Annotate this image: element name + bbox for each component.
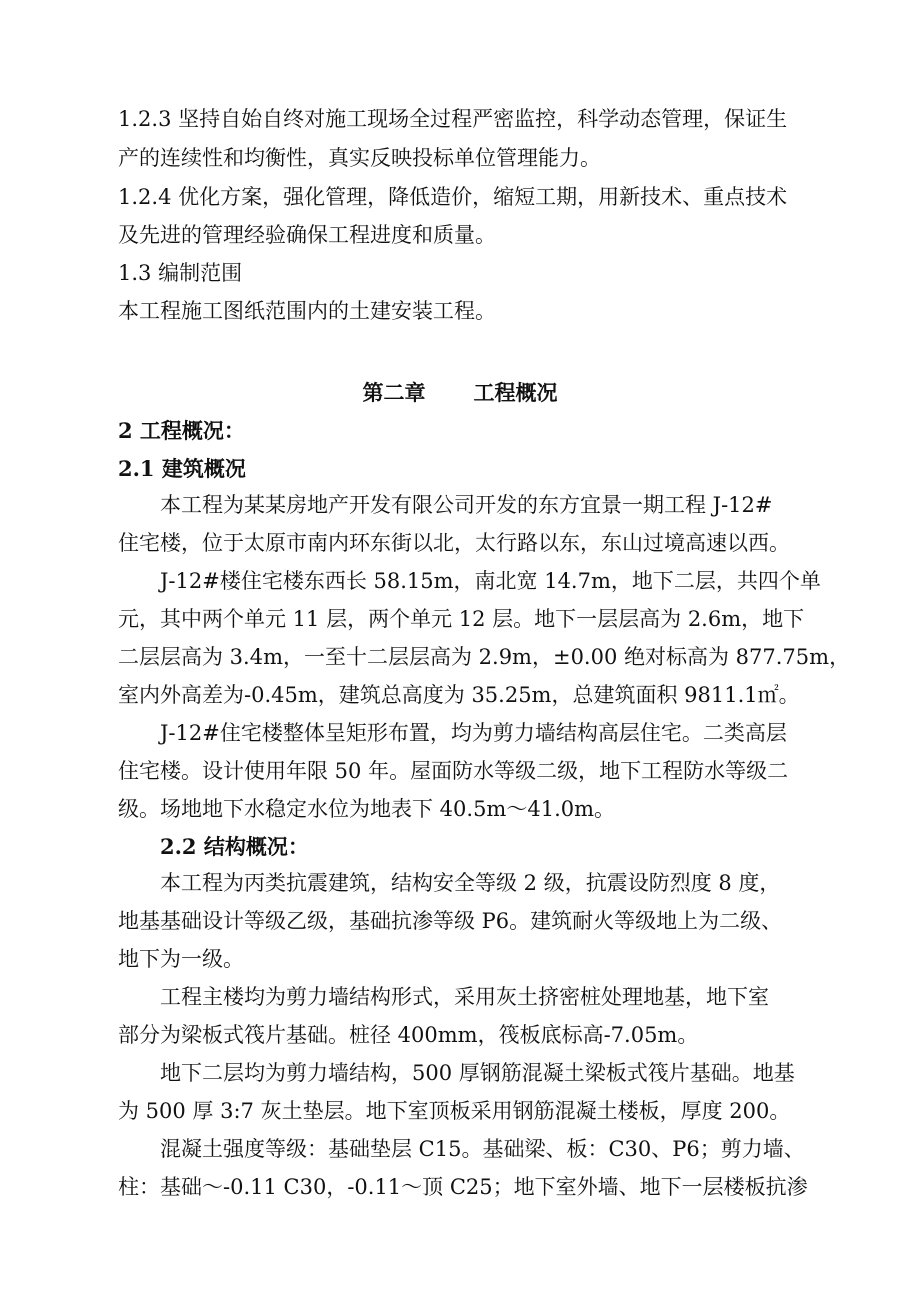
section-2-1-line-6: 室内外高差为-0.45m，建筑总高度为 35.25m，总建筑面积 9811.1㎡。: [118, 683, 800, 707]
section-2-2-line-7: 为 500 厚 3:7 灰土垫层。地下室顶板采用钢筋混凝土楼板，厚度 200。: [118, 1099, 791, 1123]
section-2-2-line-2: 地基基础设计等级乙级，基础抗渗等级 P6。建筑耐火等级地上为二级、: [118, 909, 783, 933]
section-2-heading: 2 工程概况：: [118, 418, 245, 443]
section-2-1-heading: 2.1 建筑概况: [118, 456, 246, 481]
chapter-title: 工程概况: [473, 380, 558, 405]
section-2-1-line-7: J-12#住宅楼整体呈矩形布置，均为剪力墙结构高层住宅。二类高层: [160, 721, 787, 745]
section-2-2-line-3: 地下为一级。: [118, 947, 244, 971]
section-2-2-line-5: 部分为梁板式筏片基础。桩径 400mm，筏板底标高-7.05m。: [118, 1023, 699, 1047]
chapter-heading: [0, 379, 920, 407]
intro-line-6: 本工程施工图纸范围内的土建安装工程。: [118, 299, 496, 323]
intro-line-3: 1.2.4 优化方案，强化管理，降低造价，缩短工期，用新技术、重点技术: [118, 185, 788, 209]
section-2-2-line-9: 柱：基础～-0.11 C30，-0.11～顶 C25；地下室外墙、地下一层楼板抗渗: [118, 1175, 808, 1199]
section-2-2-line-4: 工程主楼均为剪力墙结构形式，采用灰土挤密桩处理地基，地下室: [160, 985, 769, 1009]
section-2-2-line-1: 本工程为丙类抗震建筑，结构安全等级 2 级，抗震设防烈度 8 度，: [160, 871, 781, 895]
intro-line-5: 1.3 编制范围: [118, 261, 243, 285]
intro-line-4: 及先进的管理经验确保工程进度和质量。: [118, 223, 496, 247]
section-2-1-line-4: 元，其中两个单元 11 层，两个单元 12 层。地下一层层高为 2.6m，地下: [118, 607, 805, 631]
chapter-label: 第二章: [362, 380, 426, 405]
section-2-1-line-3: J-12#楼住宅楼东西长 58.15m，南北宽 14.7m，地下二层，共四个单: [160, 569, 821, 593]
section-2-1-line-1: 本工程为某某房地产开发有限公司开发的东方宜景一期工程 J-12#: [160, 493, 773, 517]
section-2-2-line-8: 混凝土强度等级：基础垫层 C15。基础梁、板：C30、P6；剪力墙、: [160, 1137, 805, 1161]
section-2-1-line-2: 住宅楼，位于太原市南内环东街以北，太行路以东，东山过境高速以西。: [118, 531, 790, 555]
section-2-2-line-6: 地下二层均为剪力墙结构，500 厚钢筋混凝土梁板式筏片基础。地基: [160, 1061, 795, 1085]
section-2-1-line-8: 住宅楼。设计使用年限 50 年。屋面防水等级二级，地下工程防水等级二: [118, 759, 789, 783]
intro-line-2: 产的连续性和均衡性，真实反映投标单位管理能力。: [118, 146, 601, 170]
intro-line-1: 1.2.3 坚持自始自终对施工现场全过程严密监控，科学动态管理，保证生: [118, 107, 788, 131]
section-2-1-line-5: 二层层高为 3.4m，一至十二层层高为 2.9m，±0.00 绝对标高为 877.75m，: [118, 645, 851, 669]
section-2-2-heading: 2.2 结构概况：: [160, 834, 309, 859]
section-2-1-line-9: 级。场地地下水稳定水位为地表下 40.5m～41.0m。: [118, 797, 616, 821]
